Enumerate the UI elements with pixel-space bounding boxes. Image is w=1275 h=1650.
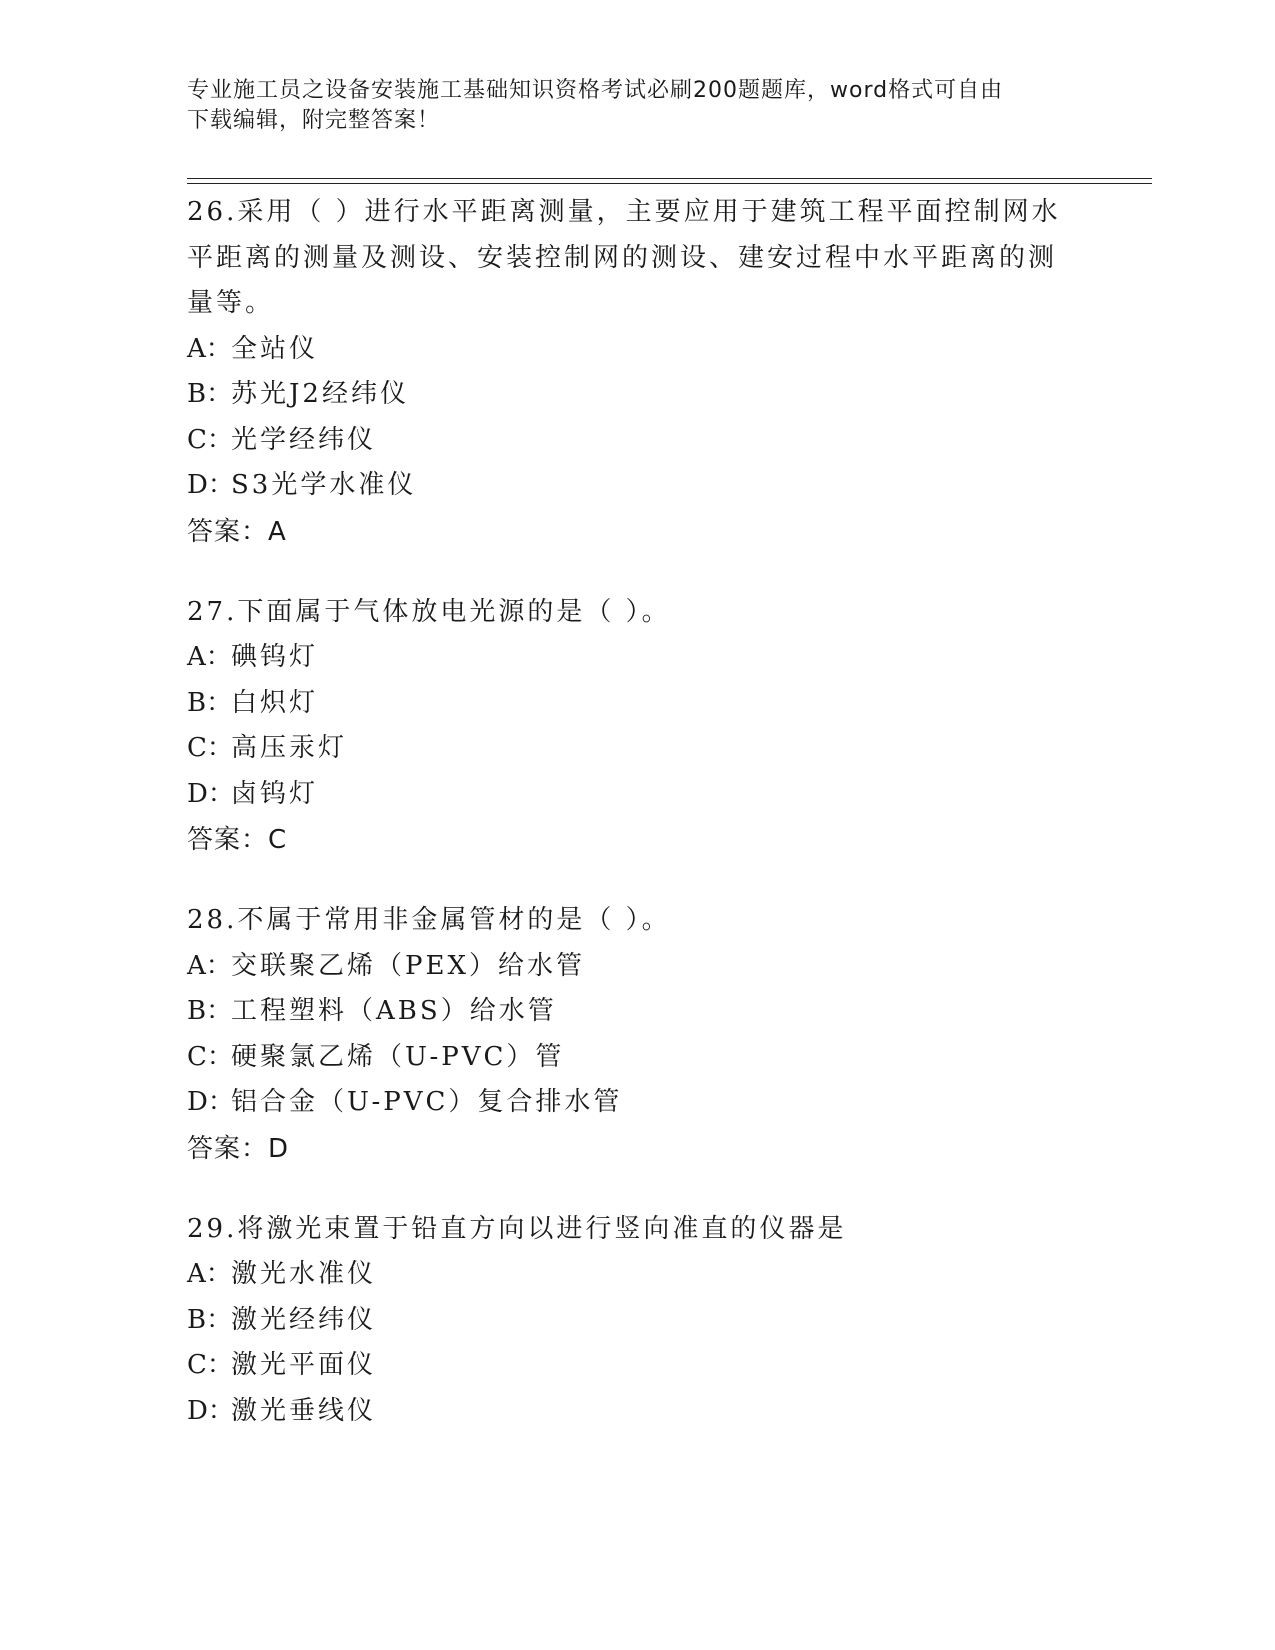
option-c [187, 1343, 1067, 1389]
option-key: C： [187, 1041, 233, 1072]
option-text: 碘钨灯 [231, 642, 319, 672]
option-text: 苏光J2经纬仪 [231, 379, 409, 409]
option-text: 激光垂线仪 [231, 1395, 377, 1426]
option-b [187, 989, 1067, 1035]
option-text: 激光水准仪 [231, 1259, 377, 1289]
option-text: 铝合金（U-PVC）复合排水管 [231, 1087, 623, 1117]
header-line-1: 专业施工员之设备安装施工基础知识资格考试必刷200题题库，word格式可自由 [187, 78, 1004, 103]
option-text: 硬聚氯乙烯（U-PVC）管 [231, 1041, 565, 1072]
option-key: A： [187, 642, 232, 672]
option-b [187, 681, 1067, 727]
option-key: B： [187, 1304, 233, 1335]
option-a [187, 944, 1067, 990]
option-text: 全站仪 [231, 333, 319, 364]
answer-label: 答案：A [187, 516, 287, 547]
question-28 [187, 898, 1067, 1173]
option-text: 白炽灯 [231, 687, 319, 718]
question-26 [187, 190, 1067, 556]
question-29 [187, 1207, 1067, 1435]
option-key: B： [187, 996, 233, 1026]
question-stem: 27.下面属于气体放电光源的是（ ）。 [187, 596, 671, 627]
question-list [187, 190, 1067, 1468]
option-c [187, 418, 1067, 464]
option-text: 激光平面仪 [231, 1350, 377, 1380]
option-key: A： [187, 950, 232, 981]
question-stem: 26.采用（ ）进行水平距离测量，主要应用于建筑工程平面控制网水平距离的测量及测设、安装控制网的测设、建安过程中水平距离的测量等。 [187, 197, 1061, 318]
option-key: D： [187, 1087, 234, 1117]
option-text: 交联聚乙烯（PEX）给水管 [231, 950, 585, 981]
option-key: D： [187, 470, 234, 500]
option-b [187, 1298, 1067, 1344]
option-key: D： [187, 778, 234, 809]
option-key: C： [187, 733, 233, 763]
option-key: D： [187, 1395, 234, 1426]
option-c [187, 1035, 1067, 1081]
option-d [187, 463, 1067, 509]
option-key: A： [187, 1259, 232, 1289]
header-divider-bottom [187, 183, 1152, 184]
option-text: 光学经纬仪 [231, 424, 377, 455]
document-header [187, 76, 1087, 136]
option-key: C： [187, 1350, 233, 1380]
option-d [187, 772, 1067, 818]
header-line-2: 下载编辑，附完整答案！ [187, 108, 441, 133]
option-a [187, 635, 1067, 681]
option-text: 激光经纬仪 [231, 1304, 377, 1335]
question-27 [187, 590, 1067, 865]
option-text: 高压汞灯 [231, 733, 348, 763]
question-stem: 28.不属于常用非金属管材的是（ ）。 [187, 905, 671, 935]
option-b [187, 372, 1067, 418]
option-d [187, 1080, 1067, 1126]
option-key: B： [187, 379, 233, 409]
option-key: C： [187, 424, 233, 455]
option-d [187, 1389, 1067, 1435]
header-divider-top [187, 178, 1152, 179]
answer-label: 答案：C [187, 825, 288, 855]
question-stem: 29.将激光束置于铅直方向以进行竖向准直的仪器是 [187, 1213, 847, 1244]
option-text: S3光学水准仪 [231, 470, 417, 500]
option-text: 工程塑料（ABS）给水管 [231, 996, 557, 1026]
option-text: 卤钨灯 [231, 778, 319, 809]
answer-label: 答案：D [187, 1133, 290, 1164]
option-key: B： [187, 687, 233, 718]
option-key: A： [187, 333, 232, 364]
option-c [187, 726, 1067, 772]
option-a [187, 1252, 1067, 1298]
option-a [187, 327, 1067, 373]
